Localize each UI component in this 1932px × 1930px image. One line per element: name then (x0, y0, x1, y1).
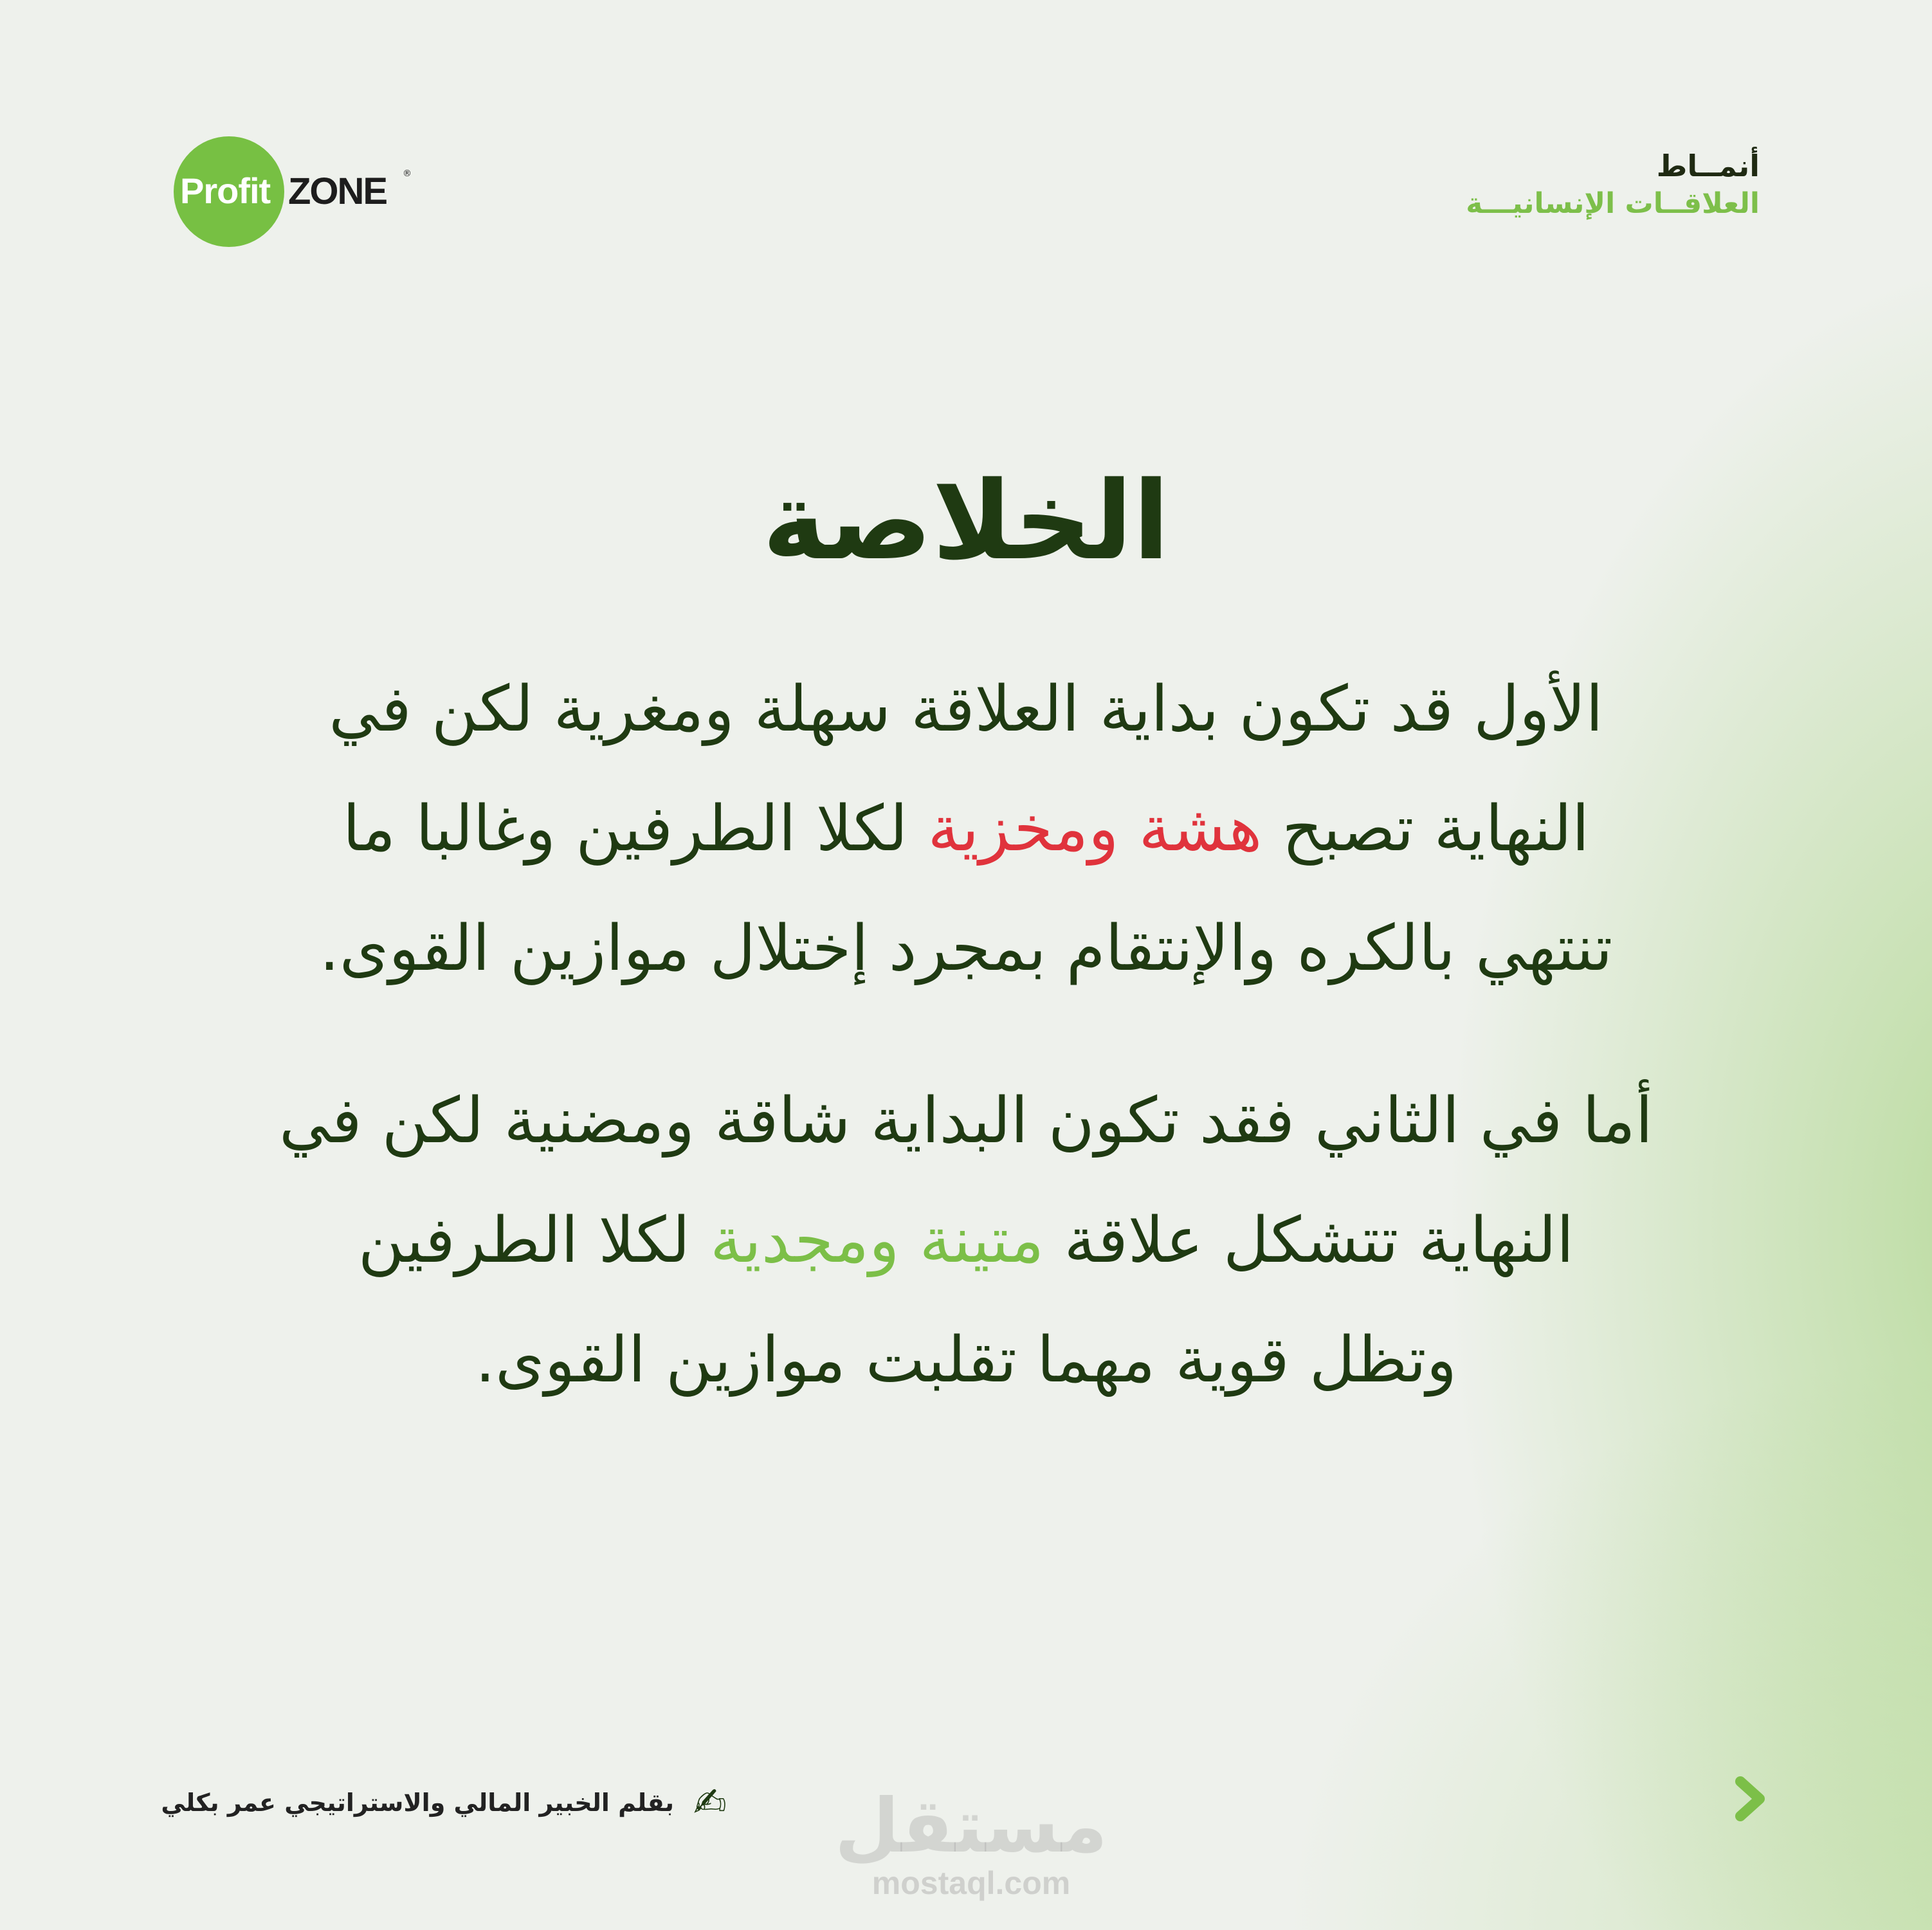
text-run: النهاية تصبح (1262, 792, 1590, 866)
profitzone-logo (174, 136, 418, 247)
text-run: لكلا الطرفين (358, 1204, 711, 1277)
highlight-green: متينة ومجدية (710, 1204, 1044, 1277)
logo-registered-mark: ® (403, 168, 412, 179)
paragraph-second (244, 1061, 1688, 1420)
highlight-red: هشة ومخزية (927, 792, 1262, 866)
paragraph-first (244, 650, 1688, 1008)
page-title: الخلاصة (762, 458, 1170, 584)
mostaql-watermark (830, 1783, 1113, 1901)
author-text: بقلم الخبير المالي والاستراتيجي عمر بكلي (161, 1789, 675, 1817)
text-run: لكلا الطرفين وغالبا ما (342, 792, 928, 866)
chevron-right-icon[interactable] (1731, 1775, 1770, 1823)
paragraph-line: وتظل قوية مهما تقلبت موازين القوى. (475, 1324, 1457, 1397)
series-header (1466, 147, 1760, 223)
paragraph-line: أما في الثاني فقد تكون البداية شاقة ومضنية لكن في (279, 1084, 1653, 1158)
series-subtitle: العلاقــات الإنسانيـــة (1466, 187, 1760, 220)
paragraph-line: الأول قد تكون بداية العلاقة سهلة ومغرية لكن في (329, 673, 1603, 746)
logo-zone-text: ZONE (288, 170, 387, 212)
paragraph-line (244, 1181, 1688, 1300)
text-run: النهاية تتشكل علاقة (1044, 1204, 1574, 1277)
watermark-url: mostaql.com (871, 1865, 1071, 1901)
series-title: أنمــاط (1656, 149, 1760, 183)
writing-hand-icon: ✍ (693, 1779, 727, 1826)
paragraph-line: تنتهي بالكره والإنتقام بمجرد إختلال موازين القوى. (319, 912, 1613, 985)
author-credit (161, 1779, 727, 1826)
paragraph-line (244, 769, 1688, 889)
watermark-arabic: مستقل (834, 1783, 1108, 1870)
logo-profit-text: Profit (180, 170, 271, 211)
